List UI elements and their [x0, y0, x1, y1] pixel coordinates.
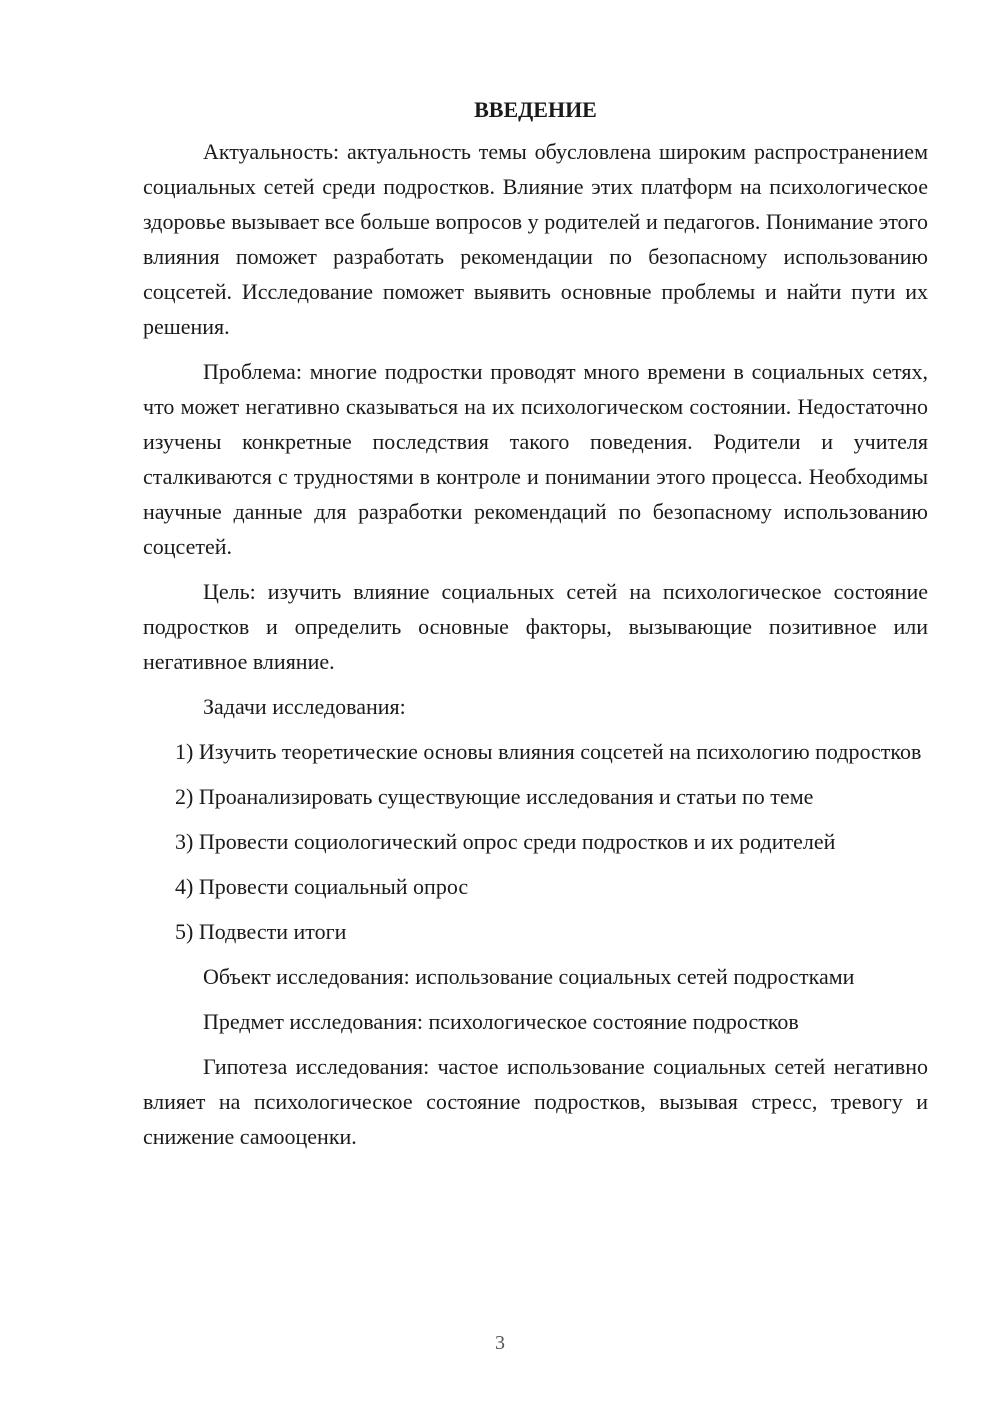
task-item: 2) Проанализировать существующие исследования и статьи по теме	[175, 784, 814, 809]
task-item: 4) Провести социальный опрос	[175, 874, 469, 899]
goal-paragraph: Цель: изучить влияние социальных сетей на психологическое состояние подростков и определить основные факторы, вызывающие позитивное или негативное влияние.	[143, 579, 928, 674]
object-paragraph: Объект исследования: использование социальных сетей подростками	[203, 964, 855, 989]
page-number: 3	[495, 1332, 505, 1354]
problem-paragraph: Проблема: многие подростки проводят много времени в социальных сетях, что может негативно сказываться на их психологическом состоянии. Недостаточно изучены конкретные последствия такого поведения. Родители и учителя сталкиваются с трудностями в контроле и понимании этого процесса. Необходимы научные данные для разработки рекомендаций по безопасному использованию соцсетей.	[143, 359, 928, 559]
hypothesis-paragraph: Гипотеза исследования: частое использование социальных сетей негативно влияет на психологическое состояние подростков, вызывая стресс, тревогу и снижение самооценки.	[143, 1054, 928, 1149]
tasks-heading: Задачи исследования:	[203, 694, 406, 719]
subject-paragraph: Предмет исследования: психологическое состояние подростков	[203, 1009, 799, 1034]
section-title: ВВЕДЕНИЕ	[474, 97, 597, 122]
document-page	[143, 92, 928, 1164]
relevance-paragraph: Актуальность: актуальность темы обусловлена широким распространением социальных сетей среди подростков. Влияние этих платформ на психологическое здоровье вызывает все больше вопросов у родителей и педагогов. Понимание этого влияния поможет разработать рекомендации по безопасному использованию соцсетей. Исследование поможет выявить основные проблемы и найти пути их решения.	[143, 139, 928, 339]
task-item: 3) Провести социологический опрос среди подростков и их родителей	[175, 829, 836, 854]
task-item: 1) Изучить теоретические основы влияния соцсетей на психологию подростков	[175, 739, 922, 764]
task-item: 5) Подвести итоги	[175, 919, 347, 944]
tasks-list	[143, 734, 928, 949]
